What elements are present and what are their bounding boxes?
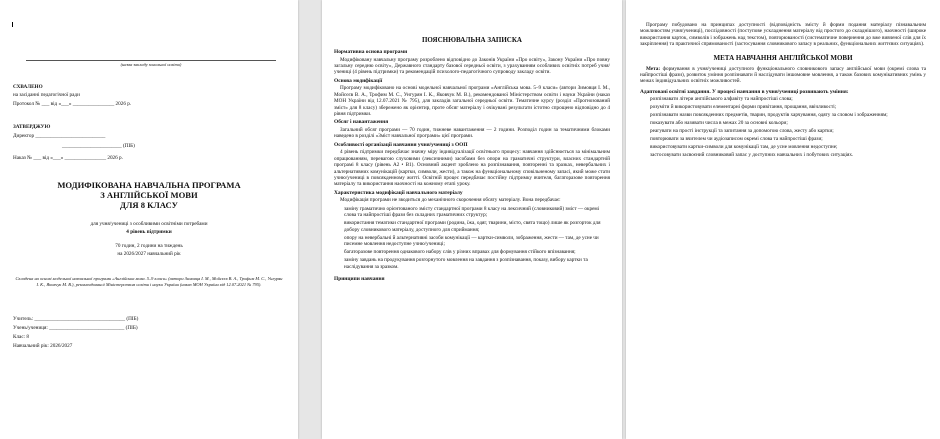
explanatory-body [334,47,610,284]
program-title-line1: МОДИФІКОВАНА НАВЧАЛЬНА ПРОГРАМА [57,180,241,190]
academic-year-field: Навчальний рік: 2026/2027 [13,343,73,349]
goal-paragraph [640,66,926,85]
skills-title: Адаптовані освітні завдання. У процесі навчання в учня/учениці розвивають уміння: [640,88,849,95]
skills-list [640,96,926,158]
modification-list [334,206,610,270]
goals-body [640,22,926,160]
for-students: для учня/учениці з особливими освітніми потребами [90,221,208,227]
section-text: Програму модифіковано на основі модельної навчальної програми «Англійська мова. 5–9 класи» (автори Зимовця І. М., Мойсєєв В. А., Трофим М. С., Унгурян І. К., Яковчук М. В.), рекомендованої Міністерством освіти і науки України (наказ МОН України від 12.07.2021 № 795), для закладів загальної середньої освіти. Тематичне курсу (розділ «Прогнозований зміст» для 8 класу) збережено як орієнтир, проте обсяг матеріалу і очікувані результати істотно спрощено відповідно до 4 рівня підтримки. [334,85,610,118]
compiled-note: Складена на основі модельної навчальної програми «Англійська мова. 5–9 класи» (автори Зимовця І. М., Мойсєєв В. А., Трофим М. С., Унгурян І. К., Яковчук М. В.), рекомендованої Міністерством освіти і науки України (наказ МОН України від 12.07.2021 № 795). [15,276,283,287]
student-line: Учень/учениця: _____________________________ (ПІБ) [13,325,138,331]
list-item: розпізнавати назви повсякденних предметів, тварин, продуктів харчування, одягу за словом і зображенням; [650,112,888,119]
school-name-line [26,60,276,61]
list-item: застосовувати засвоєний словниковий запас у доступних навчальних і побутових ситуаціях. [650,152,854,159]
section-heading: Обсяг і навантаження [334,119,389,126]
confirm-order: Наказ № ___ від «___» ________________ 2026 р. [13,155,123,161]
approved-protocol: Протокол № ___ від «___» ________________ 2026 р. [13,101,132,107]
section-heading: Особливості організації навчання учня/учениці з ООП [334,141,468,148]
page-explanatory-note [322,0,622,439]
approved-title: СХВАЛЕНО [13,84,43,90]
list-item: повторювати за вчителем чи аудіозаписом окремі слова та найпростіші фрази; [650,136,823,143]
hours: 70 годин, 2 години на тиждень [115,243,183,249]
list-item: використання тематики стандартної програми (родина, їжа, одяг, тварини, місто, свята тощо) лише як розгорток для добору словникового матеріалу, доступного для сприймання; [344,220,601,233]
list-item: багаторазове повторення однакового набору слів у різних вправах для формування стійкого впізнавання; [344,249,576,256]
section-text: Модифіковану навчальну програму розроблено відповідно до Законів України «Про освіту», Закону України «Про повну загальну середню освіту», Державного стандарту базової середньої освіти, з урахуванням особливих освітніх потреб учня/учениці (4 рівень підтримки) та рекомендацій психолого-педагогічного супроводу закладу освіти. [334,56,610,76]
support-level: 4 рівень підтримки [126,229,172,235]
section-text: 4 рівень підтримки передбачає значну міру індивідуалізації освітнього процесу: навчання здійснюється за мінімальним опрацюванням, перевагою слуховими (лексичними) засобами без опори на граматичні структури, власних стандартній програмі 8 класу (рівень А2 • B1). Основний акцент зроблено на розпізнавання, повторенні та зразках, невербальних і альтернативних комунікацій (картки, символи, жести), а також на функціональному сповільненому запасі, який може стати учню/учениці в повсякденному житті. Освітній процес передбачає постійну підтримку вчителя, багаторазове повторення матеріалу та використання наочності на кожному етапі уроку. [334,149,610,188]
approved-line1: на засіданні педагогічної ради [13,92,80,98]
program-title [10,180,288,210]
goals-title: МЕТА НАВЧАННЯ АНГЛІЙСЬКОЇ МОВИ [713,53,853,62]
list-item: використовувати картки-символи для комунікації там, де усне мовлення недоступне; [650,144,838,151]
program-title-line2: З АНГЛІЙСЬКОЇ МОВИ [100,190,198,200]
list-item: заміну завдань на продукування розгорнутого мовлення на завдання з розпізнавання, показу, вибору картки та наслідування за зразком. [344,257,588,270]
section-heading: Нормативна основа програми [334,49,408,55]
list-item: реагувати на прості інструкції та запитання за допомогою слова, жесту або картки; [650,128,834,135]
academic-year-line: на 2026/2027 навчальний рік [117,251,181,257]
principles-text: Програму побудовано на принципах доступності (відповідність змісту й форми подання матеріалу пізнавальним можливостям учня/учениці), послідовності (поступове ускладнення матеріалу від простого до складнішого), наочності (широке використання карток, символів і зображень над текстом), повторюваності (систематичне повернення до вже вивченої слів для їх закріплення) та практичної спрямованості (застосування словникового запасу в реальних, функціональних життєвих ситуаціях). [640,22,926,48]
explanatory-title: ПОЯСНЮВАЛЬНА ЗАПИСКА [421,36,522,44]
section-heading: Характеристика модифікації навчального матеріалу [334,189,463,196]
list-item: опору на невербальні й альтернативні засоби комунікації — картки-символи, зображення, жести — там, де усне чи писемне мовлення недоступне учню/учениці; [344,234,599,248]
list-item: заміну граматично орієнтованого змісту стандартної програми 8 класу на лексичний (словниковий) зміст — окремі слова та найпростіші фрази без складних граматичних структур; [344,205,600,219]
list-item: розпізнавати літери англійського алфавіту та найпростіші слова; [650,96,793,103]
confirm-title: ЗАТВЕРДЖУЮ [13,124,51,130]
list-item: показувати або називати числа в межах 20 за основні кольори; [650,120,788,127]
confirm-director: Директор ___________________________ [13,133,106,139]
list-item: розуміти й використовувати елементарні форми привітання, прощання, ввічливості; [650,104,837,111]
cursor-mark [12,22,13,27]
confirm-pib: _______________________ (ПІБ) [62,143,135,149]
section-text: Загальний обсяг програми — 70 годин, тижневе навантаження — 2 години. Розподіл годин за тематичними блоками наведено в розділі «Зміст навчальної програми» цієї програми. [334,127,610,140]
teacher-line: Учитель: ___________________________________ (ПІБ) [13,316,139,322]
page-title-sheet [0,0,298,439]
grade-line: Клас: 8 [13,334,29,340]
section-heading: Основа модифікації [334,77,383,84]
section-text: Модифікація програми не зводиться до механічного скорочення обсягу матеріалу. Вона передбачає: [340,197,561,204]
school-name-caption: (назва закладу загальної освіти) [120,62,182,67]
program-title-line3: ДЛЯ 8 КЛАСУ [120,200,178,210]
page-goals [626,0,940,439]
section-heading: Принципи навчання [334,275,385,282]
goal-label: Мета: [646,65,661,72]
goal-text: формування в учня/учениці доступного функціонального словникового запасу англійської мови (окремі слова та найпростіші фрази), розвиток уміння розпізнавати й наслідувати іншомовне мовлення, а також базових комунікативних умінь у межах індивідуальних освітніх можливостей. [640,65,926,85]
